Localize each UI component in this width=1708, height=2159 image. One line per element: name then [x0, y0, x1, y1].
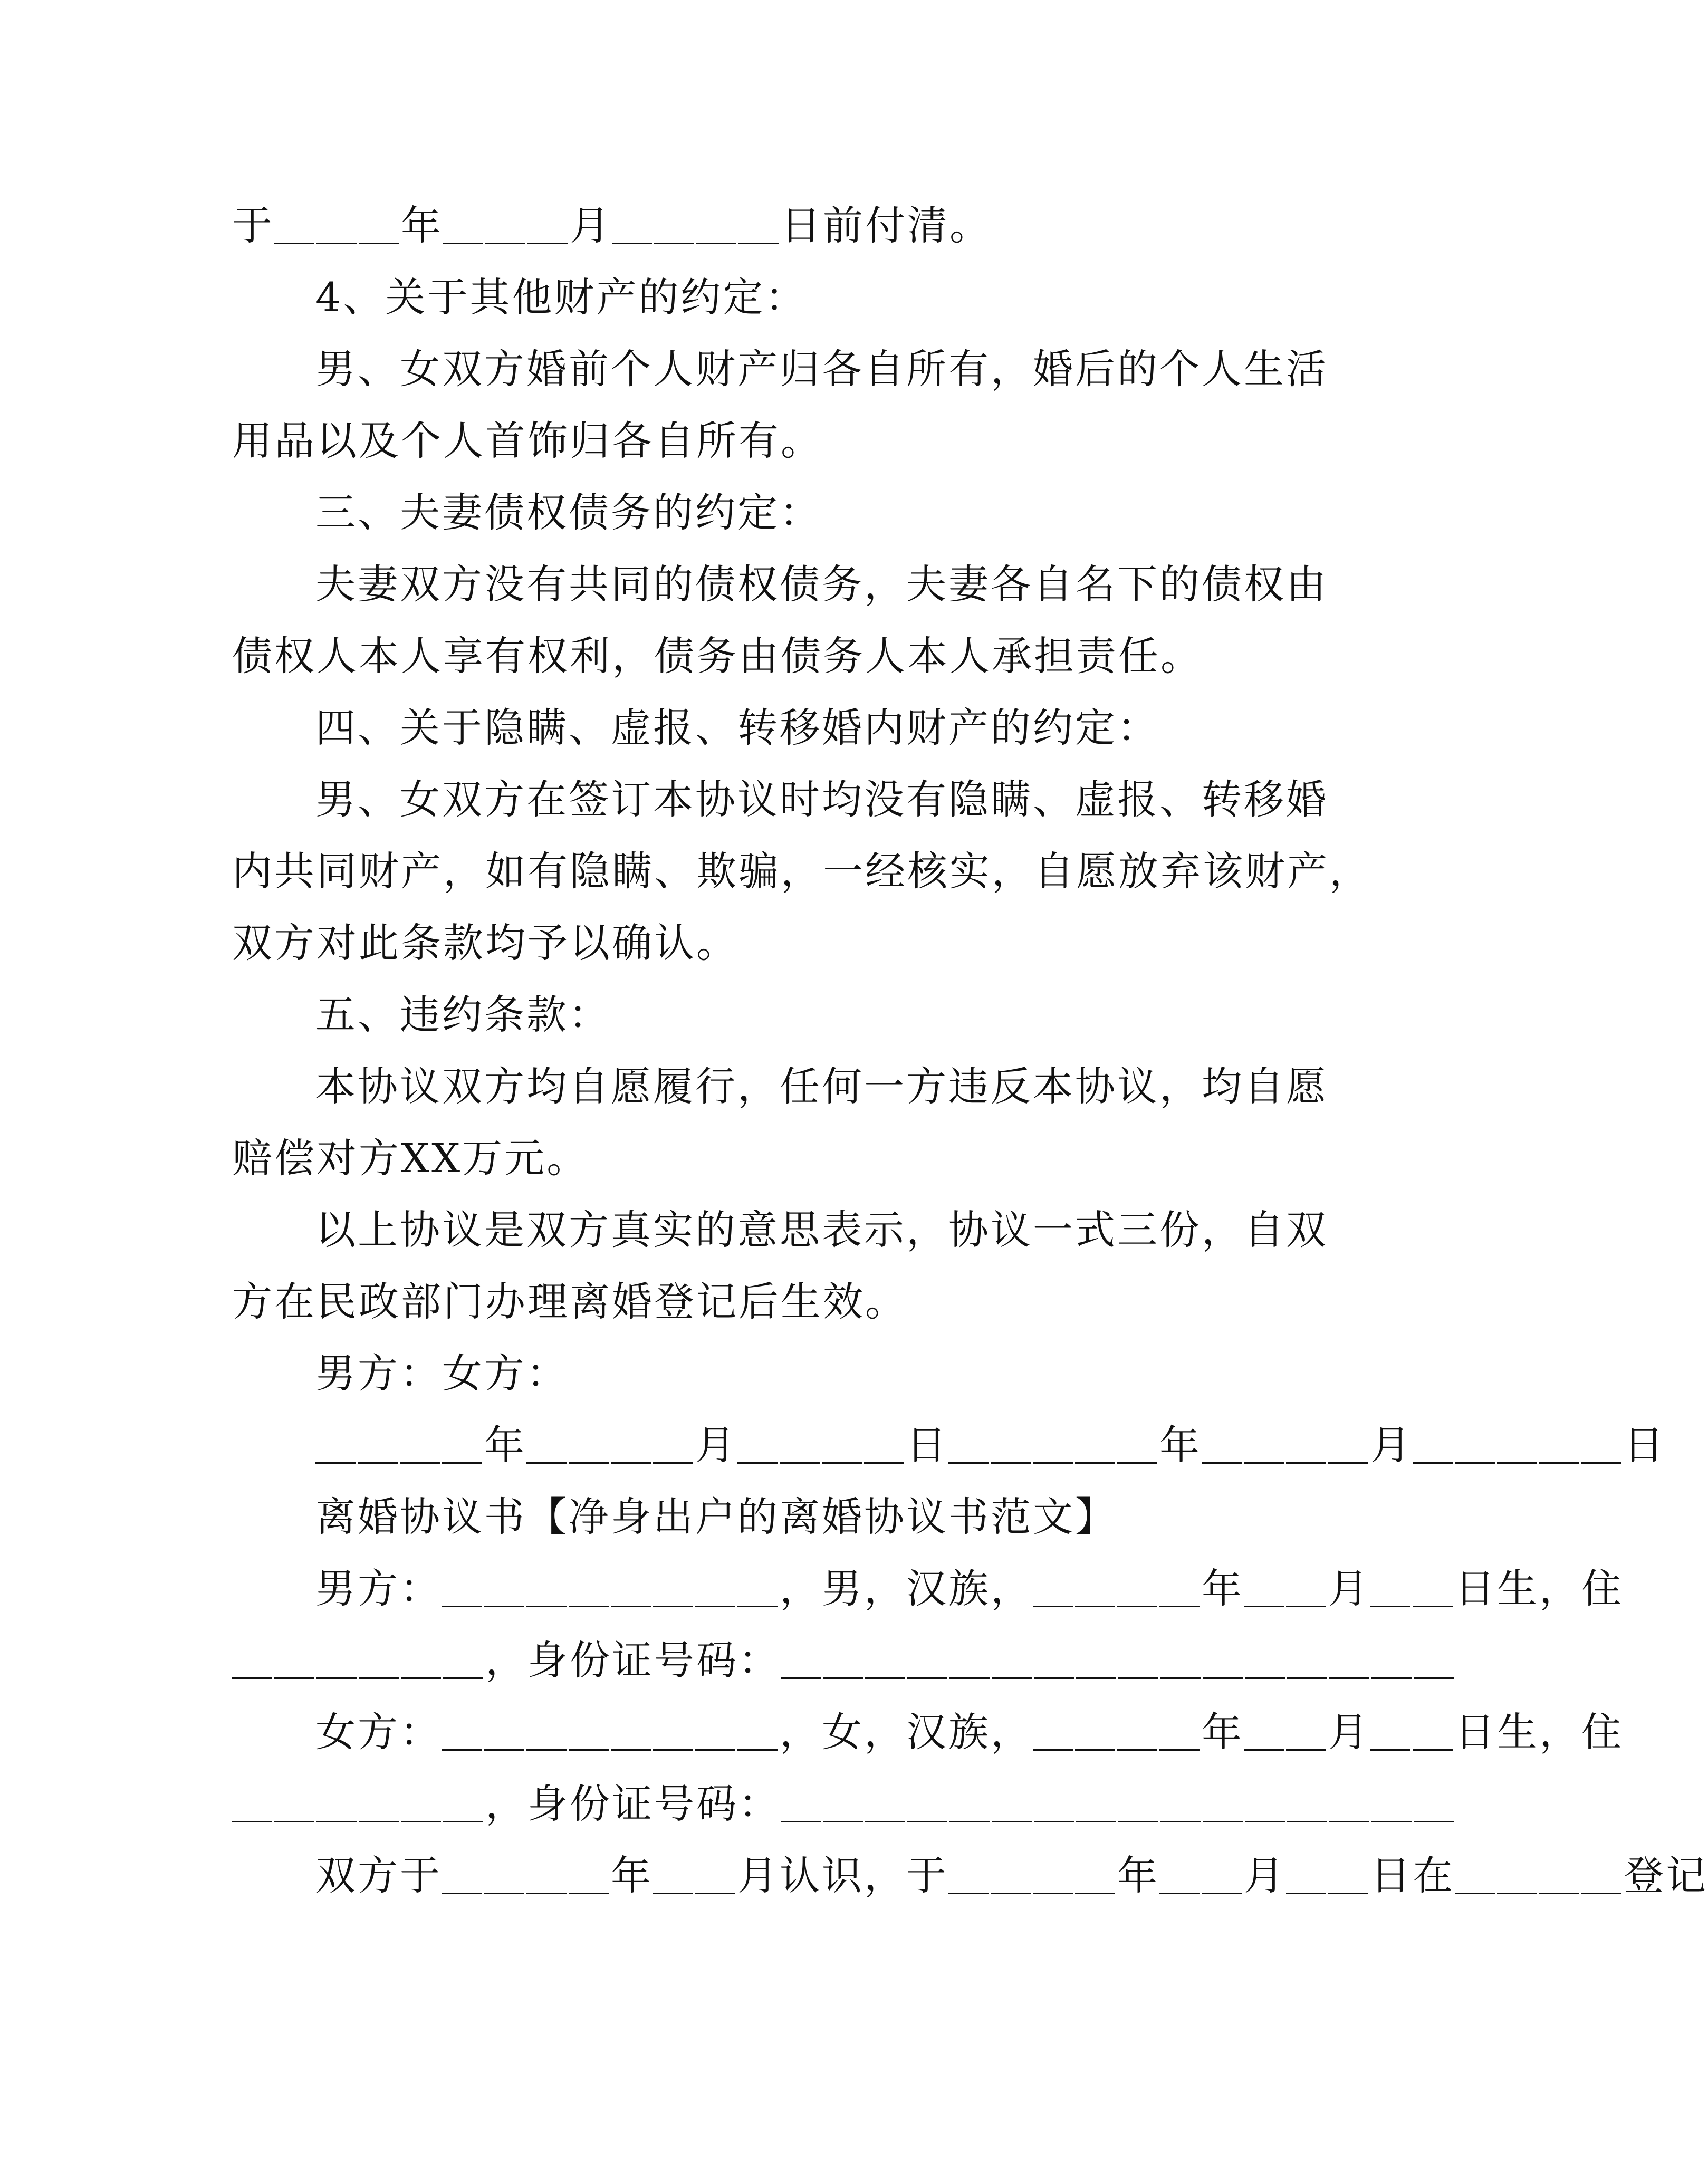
- text-line: 方在民政部门办理离婚登记后生效。: [232, 1278, 907, 1325]
- text-line: 债权人本人享有权利，债务由债务人本人承担责任。: [232, 632, 1203, 679]
- text-line: 夫妻双方没有共同的债权债务，夫妻各自名下的债权由: [315, 561, 1328, 608]
- section-title: 离婚协议书【净身出户的离婚协议书范文】: [315, 1493, 1117, 1540]
- text-line: ＿＿＿＿＿＿，身份证号码：＿＿＿＿＿＿＿＿＿＿＿＿＿＿＿＿: [232, 1637, 1456, 1684]
- text-line: 4、关于其他财产的约定：: [315, 274, 808, 321]
- text-line: 本协议双方均自愿履行，任何一方违反本协议，均自愿: [315, 1063, 1328, 1110]
- text-line: 双方对此条款均予以确认。: [232, 919, 738, 966]
- text-line: 赔偿对方XX万元。: [232, 1135, 589, 1182]
- text-line: 五、违约条款：: [315, 991, 611, 1038]
- text-line: 内共同财产，如有隐瞒、欺骗，一经核实，自愿放弃该财产，: [232, 848, 1371, 895]
- text-line: 男、女双方在签订本协议时均没有隐瞒、虚报、转移婚: [315, 776, 1328, 823]
- text-line: 四、关于隐瞒、虚报、转移婚内财产的约定：: [315, 704, 1159, 751]
- text-line: 三、夫妻债权债务的约定：: [315, 489, 822, 536]
- date-line: ＿＿＿＿年＿＿＿＿月＿＿＿＿日＿＿＿＿＿年＿＿＿＿月＿＿＿＿＿日: [315, 1422, 1666, 1469]
- signature-line: 男方：女方：: [315, 1350, 569, 1397]
- text-line: 以上协议是双方真实的意思表示，协议一式三份，自双: [315, 1206, 1328, 1253]
- text-line: 男方：＿＿＿＿＿＿＿＿，男，汉族，＿＿＿＿年＿＿月＿＿日生，住: [315, 1565, 1624, 1612]
- text-line: 于＿＿＿年＿＿＿月＿＿＿＿日前付清。: [232, 202, 992, 249]
- text-line: ＿＿＿＿＿＿，身份证号码：＿＿＿＿＿＿＿＿＿＿＿＿＿＿＿＿: [232, 1780, 1456, 1827]
- text-line: 用品以及个人首饰归各自所有。: [232, 417, 823, 464]
- text-line: 女方：＿＿＿＿＿＿＿＿，女，汉族，＿＿＿＿年＿＿月＿＿日生，住: [315, 1709, 1624, 1755]
- document-page: [232, 190, 1708, 1912]
- text-line: 男、女双方婚前个人财产归各自所有，婚后的个人生活: [315, 346, 1328, 392]
- text-line: 双方于＿＿＿＿年＿＿月认识，于＿＿＿＿年＿＿月＿＿日在＿＿＿＿登记: [315, 1852, 1708, 1899]
